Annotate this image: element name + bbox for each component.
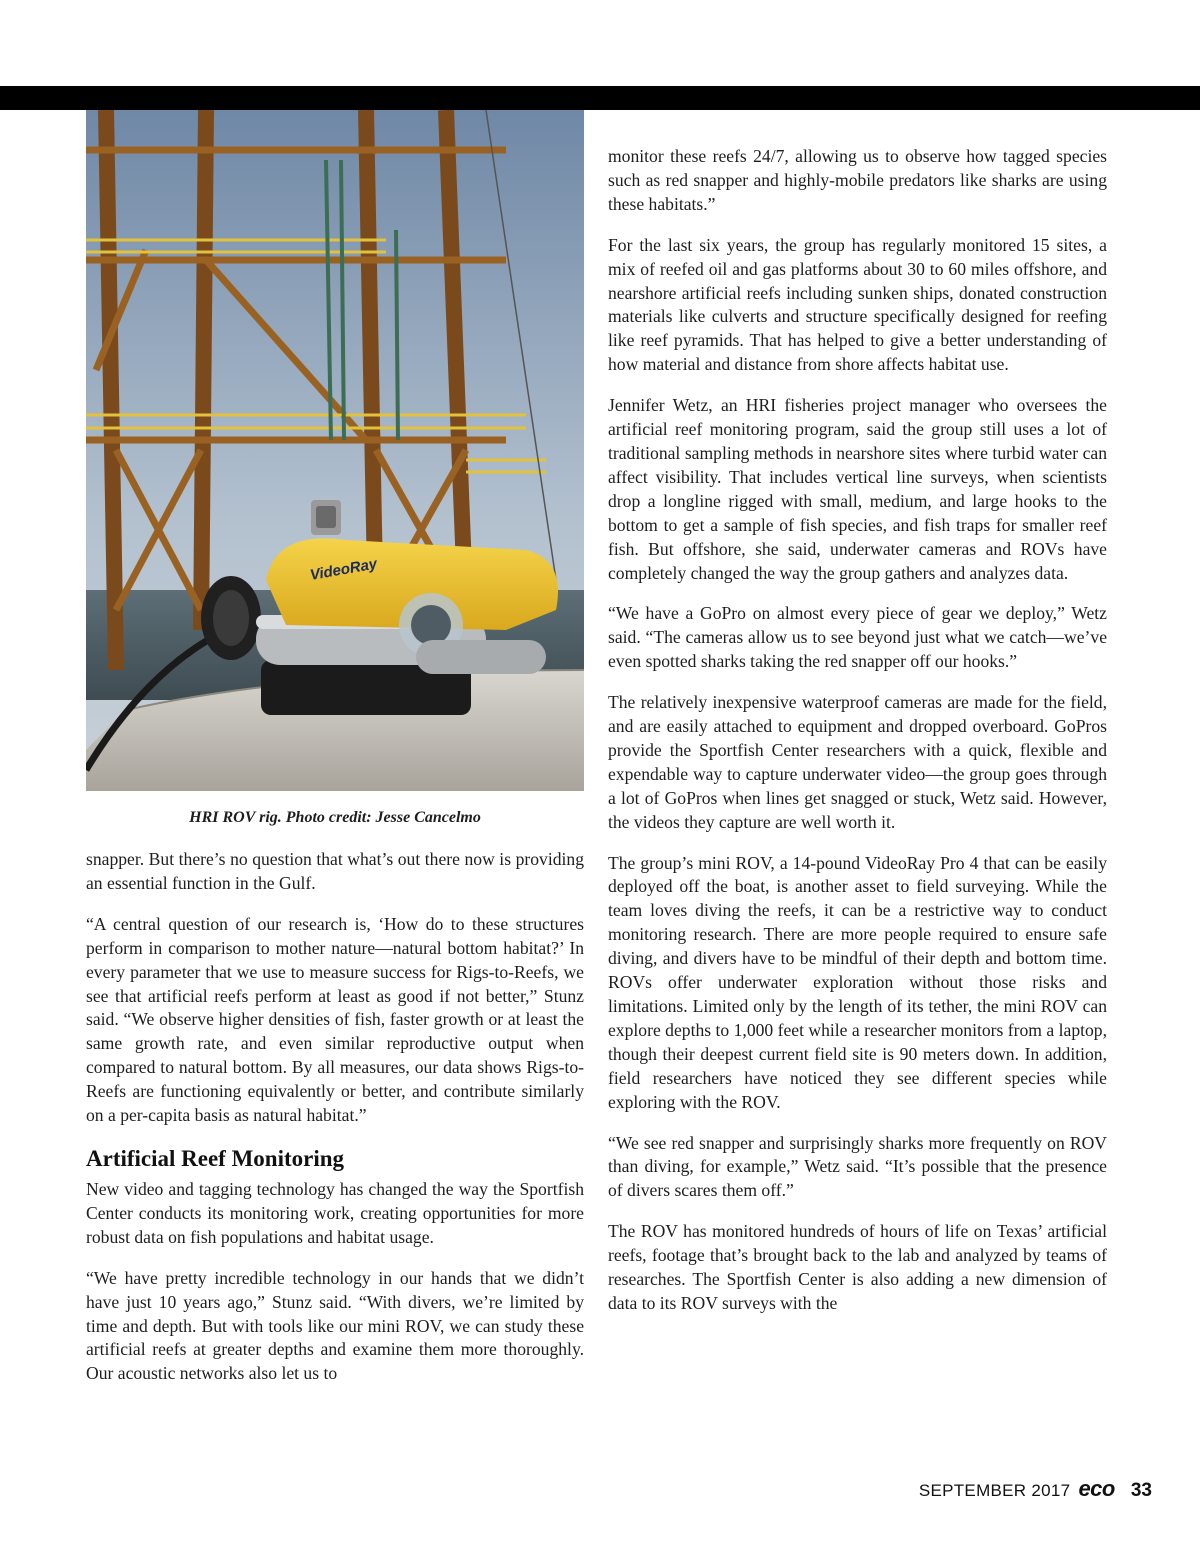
photo-caption: HRI ROV rig. Photo credit: Jesse Cancelmo: [189, 809, 481, 826]
rov-brand-label: VideoRay: [308, 555, 379, 584]
paragraph: “We have pretty incredible technology in our hands that we didn’t have just 10 years ago,” Stunz said. “With divers, we’re limited by time and depth. But with tools like our mini ROV, we can study these artificial reefs at greater depths and examine them more thoroughly. Our acoustic networks also let us to: [86, 1267, 584, 1384]
paragraph: The relatively inexpensive waterproof cameras are made for the field, and are easily attached to equipment and dropped overboard. GoPros provide the Sportfish Center researchers with a quick, flexible and expendable way to capture underwater video—the group goes through a lot of GoPros when lines get snagged or stuck, Wetz said. However, the videos they capture are well worth it.: [608, 692, 1107, 832]
right-column: [608, 145, 1107, 1333]
issue-date: SEPTEMBER 2017: [918, 1481, 1071, 1500]
paragraph: The group’s mini ROV, a 14-pound VideoRay Pro 4 that can be easily deployed off the boat, is another asset to field surveying. While the team loves diving the reefs, it can be a restrictive way to conduct monitoring research. There are more people required to ensure safe diving, and divers have to be mindful of their depth and bottom time. ROVs offer underwater exploration without those risks and limitations. Limited only by the length of its tether, the mini ROV can explore depths to 1,000 feet while a researcher monitors from a laptop, though their deepest current field site is 90 meters down. In addition, field researchers have noticed they see different species while exploring with the ROV.: [608, 852, 1107, 1112]
page-footer: [919, 1476, 1152, 1502]
paragraph: “We see red snapper and surprisingly sharks more frequently on ROV than diving, for example,” Wetz said. “It’s possible that the presence of divers scares them off.”: [608, 1132, 1107, 1201]
left-column: [86, 848, 584, 1403]
paragraph: For the last six years, the group has regularly monitored 15 sites, a mix of reefed oil and gas platforms about 30 to 60 miles offshore, and nearshore artificial reefs including sunken ships, donated construction materials like culverts and structure specifically designed for reefing like reef pyramids. That has helped to give a better understanding of how material and distance from shore affects habitat use.: [608, 234, 1107, 375]
page-number: 33: [1130, 1480, 1152, 1501]
top-black-bar: [0, 86, 1200, 110]
paragraph: The ROV has monitored hundreds of hours of life on Texas’ artificial reefs, footage that’s brought back to the lab and analyzed by teams of researches. The Sportfish Center is also adding a new dimension of data to its ROV surveys with the: [608, 1221, 1107, 1313]
paragraph: Jennifer Wetz, an HRI fisheries project manager who oversees the artificial reef monitoring program, said the group still uses a lot of traditional sampling methods in nearshore sites where turbid water can affect visibility. That includes vertical line surveys, when scientists drop a longline rigged with small, medium, and large hooks to the bottom to get a sample of fish species, and fish traps for smaller reef fish. But offshore, she said, underwater cameras and ROVs have completely changed the way the group gathers and analyzes data.: [608, 395, 1107, 583]
paragraph: New video and tagging technology has changed the way the Sportfish Center conducts its monitoring work, creating opportunities for more robust data on fish populations and habitat usage.: [86, 1178, 584, 1247]
magazine-logo: eco: [1078, 1476, 1115, 1501]
paragraph: monitor these reefs 24/7, allowing us to observe how tagged species such as red snapper and highly-mobile predators like sharks are using these habitats.”: [608, 146, 1107, 214]
rov-rig-photo: [86, 110, 584, 791]
paragraph: “We have a GoPro on almost every piece of gear we deploy,” Wetz said. “The cameras allow us to see beyond just what we catch—we’ve even spotted sharks taking the red snapper off our hooks.”: [608, 603, 1107, 672]
paragraph: “A central question of our research is, ‘How do to these structures perform in comparison to mother nature—natural bottom habitat?’ In every parameter that we use to measure success for Rigs-to-Reefs, we see that artificial reefs perform at least as good if not better,” Stunz said. “We observe higher densities of fish, faster growth or at least the same growth rate, and even similar reproductive output when compared to natural bottom. By all measures, our data shows Rigs-to-Reefs are functioning equivalently or better, and contribute similarly on a per-capita basis as natural habitat.”: [86, 913, 584, 1126]
paragraph: snapper. But there’s no question that what’s out there now is providing an essential function in the Gulf.: [86, 849, 584, 893]
section-heading: Artificial Reef Monitoring: [86, 1145, 345, 1171]
